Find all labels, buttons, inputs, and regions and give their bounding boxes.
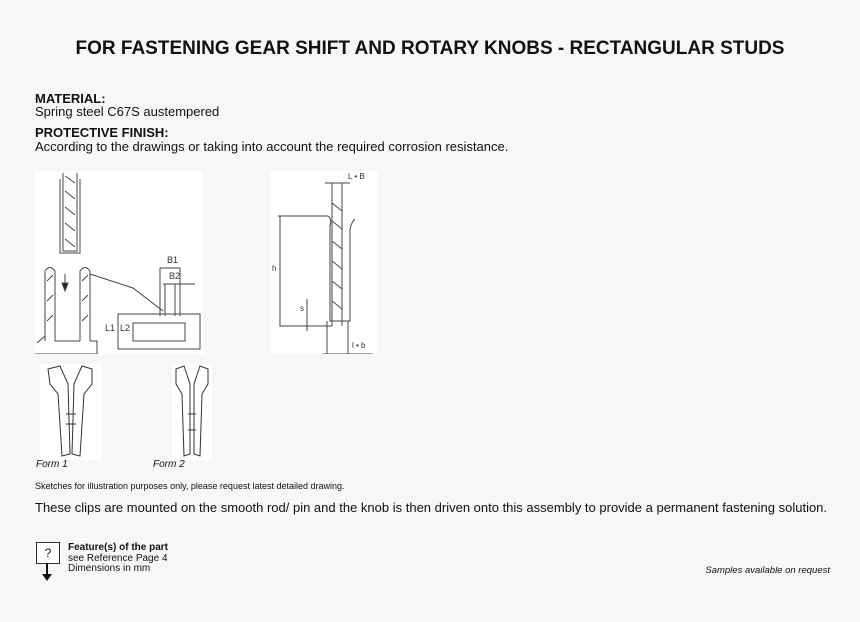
feature-reference: see Reference Page 4	[68, 552, 168, 564]
dimension-drawing	[270, 171, 378, 354]
lb-top-label: L • B	[348, 172, 365, 181]
finish-label: PROTECTIVE FINISH:	[35, 125, 169, 140]
question-icon: ?	[36, 542, 60, 564]
b1-label: B1	[167, 255, 179, 265]
samples-note: Samples available on request	[705, 565, 830, 576]
sketch-note: Sketches for illustration purposes only, please request latest detailed drawing.	[35, 481, 345, 491]
feature-info	[68, 543, 168, 575]
arrow-down-icon	[41, 563, 53, 581]
description: These clips are mounted on the smooth rod/ pin and the knob is then driven onto this assembly to provide a permanent fastening solution.	[35, 500, 828, 515]
l1-label: L1	[105, 323, 116, 333]
mounting-drawing	[35, 171, 203, 354]
material-value: Spring steel C67S austempered	[35, 104, 220, 119]
h-label: h	[272, 264, 277, 273]
form-1-illustration	[40, 364, 102, 460]
form-2-illustration	[172, 364, 212, 460]
s-label: s	[300, 304, 304, 313]
b2-label: B2	[169, 271, 181, 281]
feature-title: Feature(s) of the part	[68, 542, 169, 553]
form-1-label: Form 1	[36, 459, 68, 470]
finish-value: According to the drawings or taking into account the required corrosion resistance.	[35, 139, 509, 154]
lb-bottom-label: l • b	[352, 341, 366, 350]
feature-dimensions: Dimensions in mm	[68, 563, 151, 574]
material-label: MATERIAL:	[35, 91, 106, 106]
form-2-label: Form 2	[153, 459, 185, 470]
page-title: FOR FASTENING GEAR SHIFT AND ROTARY KNOBS - RECTANGULAR STUDS	[75, 38, 785, 59]
l2-label: L2	[120, 323, 131, 333]
